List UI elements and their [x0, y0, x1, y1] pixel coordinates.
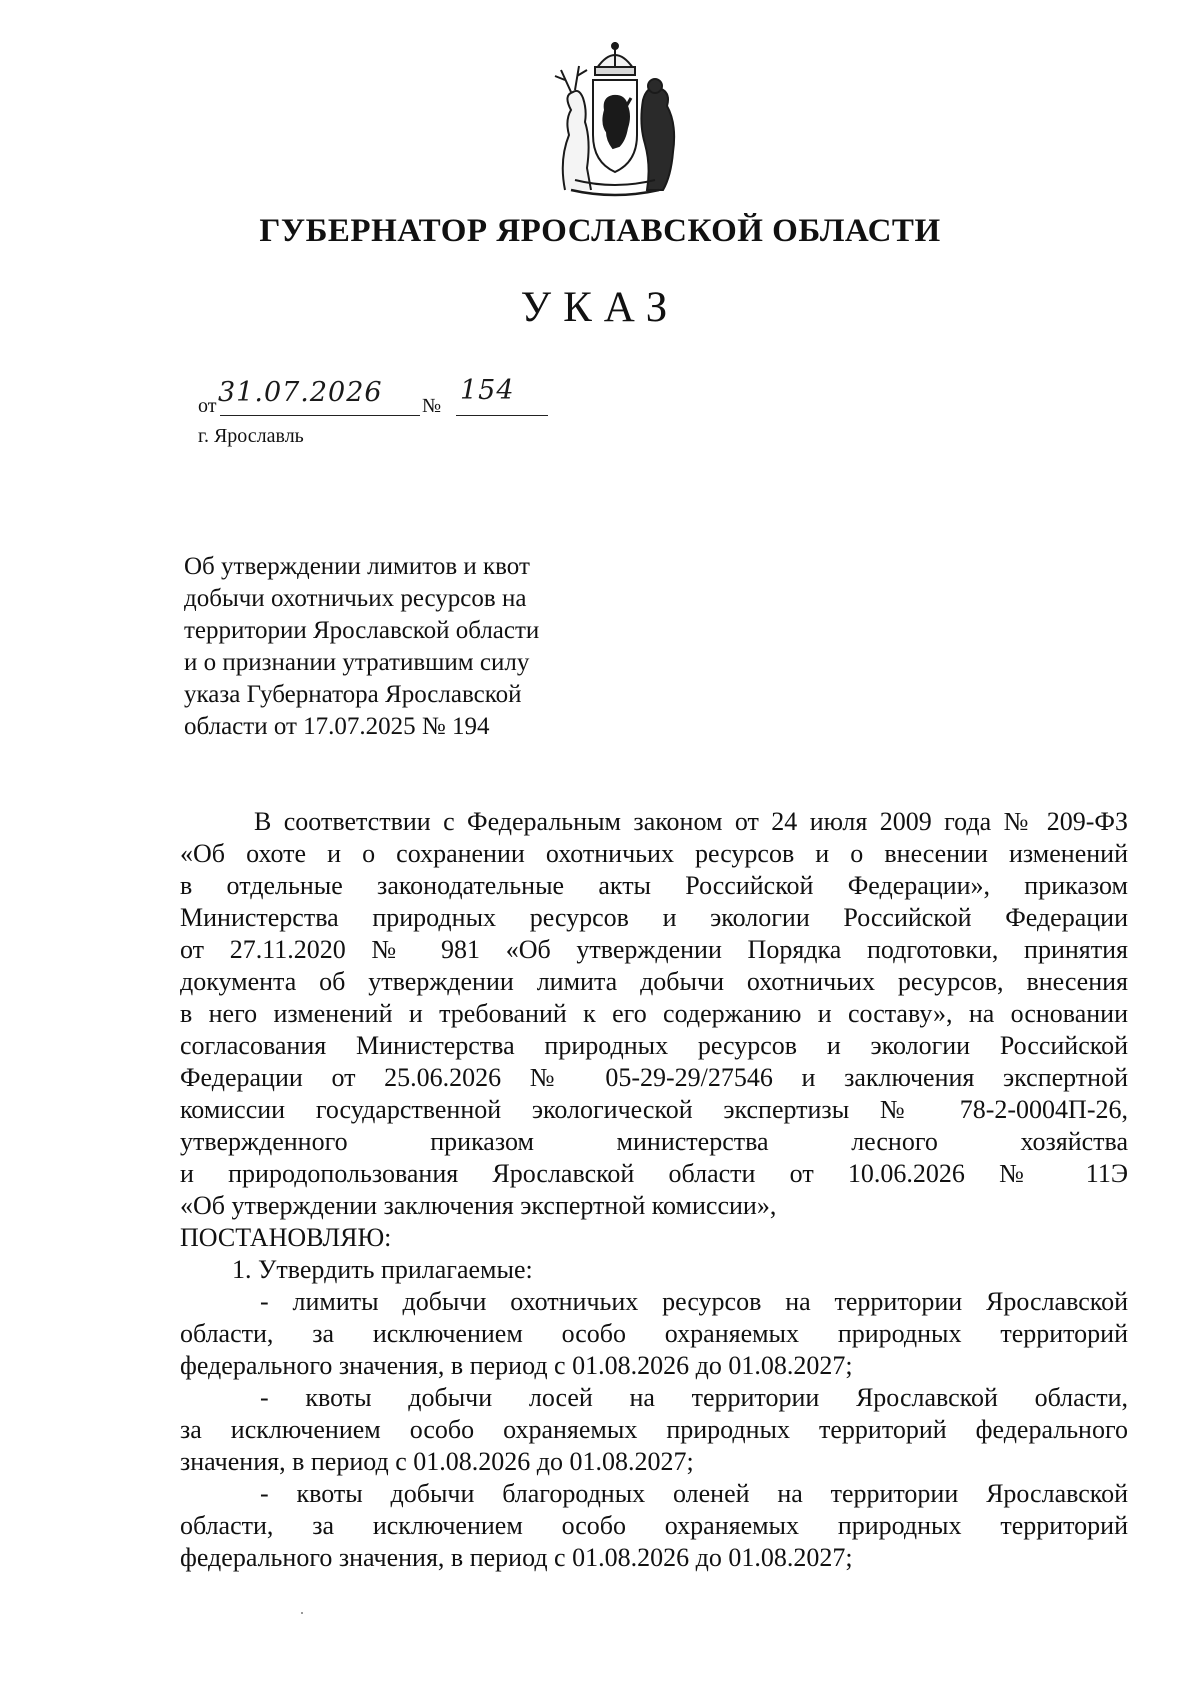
body-text — [180, 806, 1128, 1574]
subject-block — [184, 551, 624, 743]
subject-line: указа Губернатора Ярославской — [184, 681, 522, 708]
body-line: комиссии государственной экологической экспертизы № 78-2-0004П-26, — [180, 1095, 1128, 1124]
body-line: федерального значения, в период с 01.08.2026 до 01.08.2027; — [180, 1351, 853, 1380]
number-prefix: № — [422, 395, 442, 417]
body-line: В соответствии с Федеральным законом от 24 июля 2009 года № 209-ФЗ — [254, 807, 1128, 836]
body-line: согласования Министерства природных ресурсов и экологии Российской — [180, 1031, 1128, 1060]
body-line: документа об утверждении лимита добычи охотничьих ресурсов, внесения — [180, 967, 1128, 996]
clause-heading: 1. Утвердить прилагаемые: — [232, 1255, 533, 1284]
registration-line — [198, 375, 718, 425]
subject-line: территории Ярославской области — [184, 617, 540, 644]
body-line: - квоты добычи благородных оленей на территории Ярославской — [260, 1479, 1128, 1508]
body-line: «Об охоте и о сохранении охотничьих ресурсов и о внесении изменений — [180, 839, 1128, 868]
body-line: значения, в период с 01.08.2026 до 01.08.2027; — [180, 1447, 694, 1476]
handwritten-number: 154 — [460, 375, 515, 406]
scan-speck — [301, 1612, 303, 1614]
subject-line: добычи охотничьих ресурсов на — [184, 585, 527, 612]
body-line: «Об утверждении заключения экспертной комиссии», — [180, 1191, 777, 1220]
body-line: и природопользования Ярославской области от 10.06.2026 № 11Э — [180, 1159, 1128, 1188]
body-line: Федерации от 25.06.2026 № 05-29-29/27546 и заключения экспертной — [180, 1063, 1128, 1092]
body-line: - квоты добычи лосей на территории Ярославской области, — [260, 1383, 1128, 1412]
body-line: за исключением особо охраняемых природных территорий федерального — [180, 1415, 1128, 1444]
date-prefix: от — [198, 395, 217, 417]
body-line: области, за исключением особо охраняемых природных территорий — [180, 1319, 1128, 1348]
date-underline — [220, 415, 420, 416]
yaroslavl-coat-of-arms-icon — [535, 40, 695, 200]
body-line: в него изменений и требований к его содержанию и составу», на основании — [180, 999, 1128, 1028]
body-line: области, за исключением особо охраняемых природных территорий — [180, 1511, 1128, 1540]
body-line: - лимиты добычи охотничьих ресурсов на территории Ярославской — [260, 1287, 1128, 1316]
subject-line: области от 17.07.2025 № 194 — [184, 713, 490, 740]
subject-line: и о признании утратившим силу — [184, 649, 530, 676]
body-line: утвержденного приказом министерства лесного хозяйства — [180, 1127, 1128, 1156]
subject-line: Об утверждении лимитов и квот — [184, 553, 530, 580]
number-underline — [456, 415, 548, 416]
handwritten-date: 31.07.2026 — [218, 377, 383, 408]
document-type-title: УКАЗ — [520, 284, 680, 331]
body-line: федерального значения, в период с 01.08.2026 до 01.08.2027; — [180, 1543, 853, 1572]
decree-keyword: ПОСТАНОВЛЯЮ: — [180, 1223, 392, 1252]
body-line: от 27.11.2020 № 981 «Об утверждении Порядка подготовки, принятия — [180, 935, 1128, 964]
city-line: г. Ярославль — [198, 425, 304, 447]
body-line: Министерства природных ресурсов и экологии Российской Федерации — [180, 903, 1128, 932]
body-line: в отдельные законодательные акты Российской Федерации», приказом — [180, 871, 1128, 900]
issuer-title: ГУБЕРНАТОР ЯРОСЛАВСКОЙ ОБЛАСТИ — [259, 213, 941, 249]
